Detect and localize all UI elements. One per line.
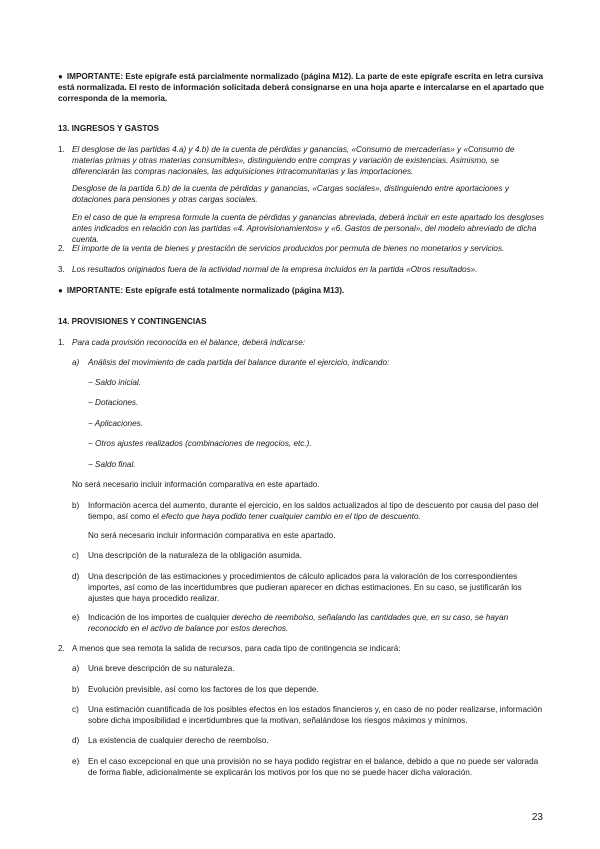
s14-c2-letter: c) [72,705,79,714]
dash-item-saldo-inicial: − Saldo inicial. [88,378,142,387]
bullet-icon: ● [58,286,63,295]
s13-item-1-number: 1. [58,145,65,154]
s14-b-text-normal: Información acerca del aumento, durante el ejercicio, en los saldos actualizados al tipo de descuento por causa del paso del tiempo, así como el [88,501,539,521]
s13-item-1-para-1: El desglose de las partidas 4.a) y 4.b) de la cuenta de pérdidas y ganancias, «Consumo de mercaderías» y «Consumo de materias primas y otras materias consumibles», distinguiendo entre compras y variación de existencias. Asimismo, se diferenciarán las compras nacionales, las adquisiciones intracomunitarias y las importaciones. [72,145,515,176]
s14-b2-text: Evolución previsible, así como los factores de los que depende. [88,685,319,694]
s14-e2-letter: e) [72,757,80,766]
bullet-icon: ● [58,72,63,81]
s13-item-1-para-3: En el caso de que la empresa formule la cuenta de pérdidas y ganancias abreviada, deberá incluir en este apartado los desgloses antes indicados en relación con las partidas «4. Aprovisionamientos» y «6. Gastos de personal», del modelo abreviado de dicha cuenta. [72,213,544,244]
s14-a2-letter: a) [72,664,80,673]
page-number: 23 [531,812,543,823]
s14-a-letter: a) [72,358,80,367]
important-note-total [58,285,545,296]
s14-e-letter: e) [72,613,80,622]
s13-item-1-para-2: Desglose de la partida 6.b) de la cuenta de pérdidas y ganancias, «Cargas sociales», distinguiendo entre aportaciones y dotaciones para pensiones y otras cargas sociales. [72,184,509,204]
important-note-text: IMPORTANTE: Este epígrafe está totalmente normalizado (página M13). [66,286,345,295]
s14-c-letter: c) [72,551,79,560]
s13-item-2-text: El importe de la venta de bienes y prestación de servicios producidos por permuta de bienes no monetarios y servicios. [72,244,505,253]
s14-d-text: Una descripción de las estimaciones y procedimientos de cálculo aplicados para la valoración de los correspondientes importes, así como de las incertidumbres que pudieran aparecer en dichas estimaciones. En su caso, se justificarán los ajustes que haya procedido realizar. [88,572,522,603]
s14-no-comparative-1: No será necesario incluir información comparativa en este apartado. [72,480,320,489]
s14-e-text [88,612,545,634]
s14-b2-letter: b) [72,685,80,694]
s13-item-2-number: 2. [58,244,65,253]
s14-no-comparative-2: No será necesario incluir información comparativa en este apartado. [88,531,336,540]
s14-e2-text: En el caso excepcional en que una provisión no se haya podido registrar en el balance, debido a que no puede ser valorada de forma fiable, adicionalmente se explicarán los motivos por los que no se puede hacer dicha valoración. [88,757,539,777]
s14-b-text-italic: efecto que haya podido tener cualquier cambio en el tipo de descuento. [161,512,421,521]
s14-d-letter: d) [72,572,80,581]
section-13-heading: 13. INGRESOS Y GASTOS [58,124,160,133]
important-note-partial [58,71,545,104]
s14-b-letter: b) [72,501,80,510]
dash-item-dotaciones: − Dotaciones. [88,398,139,407]
s13-item-3-text: Los resultados originados fuera de la actividad normal de la empresa incluidos en la partida «Otros resultados». [72,265,478,274]
s14-item-1-text: Para cada provisión reconocida en el balance, deberá indicarse: [72,338,306,347]
important-note-text: IMPORTANTE: Este epígrafe está parcialmente normalizado (página M12). La parte de este epígrafe escrita en letra cursiva está normalizada. El resto de información solicitada deberá consignarse en una hoja aparte e intercalarse en el apartado que corresponda de la memoria. [58,72,544,103]
s14-item-2-text: A menos que sea remota la salida de recursos, para cada tipo de contingencia se indicará: [72,644,401,653]
s14-e-text-normal: Indicación de los importes de cualquier [88,613,232,622]
s14-item-2-number: 2. [58,644,65,653]
s14-a2-text: Una breve descripción de su naturaleza. [88,664,235,673]
s14-d2-text: La existencia de cualquier derecho de reembolso. [88,736,269,745]
s14-b-text [88,500,545,522]
s14-c-text: Una descripción de la naturaleza de la obligación asumida. [88,551,302,560]
s14-item-1-number: 1. [58,338,65,347]
section-14-heading: 14. PROVISIONES Y CONTINGENCIAS [58,317,207,326]
s14-c2-text: Una estimación cuantificada de los posibles efectos en los estados financieros y, en caso de no poder realizarse, información sobre dicha imposibilidad e incertidumbres que la motivan, señalándose los riesgos máximos y mínimos. [88,705,543,725]
s14-d2-letter: d) [72,736,80,745]
s13-item-3-number: 3. [58,265,65,274]
dash-item-aplicaciones: − Aplicaciones. [88,419,143,428]
s14-e-text-italic: derecho de reembolso, señalando las cantidades que, en su caso, se hayan reconocido en el activo de balance por estos derechos. [88,613,509,633]
dash-item-otros-ajustes: − Otros ajustes realizados (combinaciones de negocios, etc.). [88,439,312,448]
dash-item-saldo-final: − Saldo final. [88,460,136,469]
s14-a-text: Análisis del movimiento de cada partida del balance durante el ejercicio, indicando: [88,358,390,367]
